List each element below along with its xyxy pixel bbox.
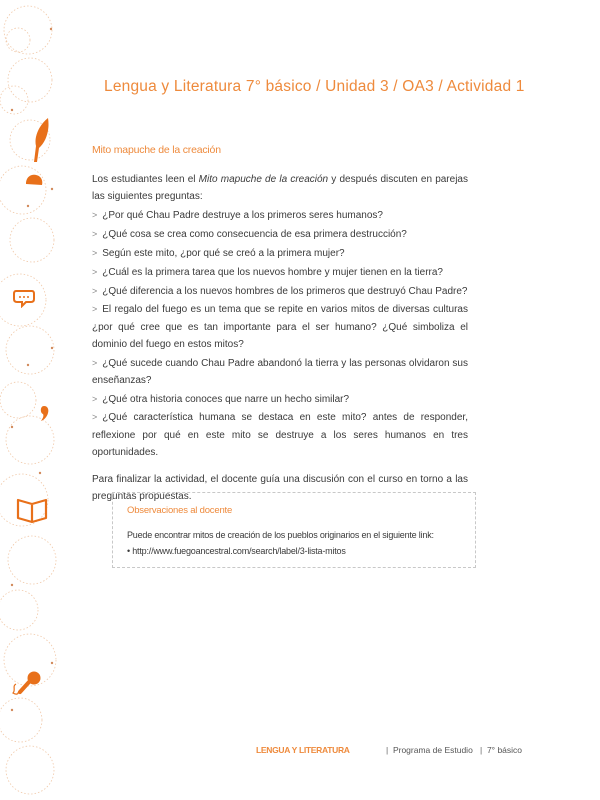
footer-grade (480, 745, 522, 755)
question-item (92, 283, 468, 300)
section-heading: Mito mapuche de la creación (92, 144, 221, 156)
question-text: ¿Qué diferencia a los nuevos hombres de los primeros que destruyó Chau Padre? (102, 285, 468, 297)
chevron-right-icon: > (92, 266, 98, 277)
question-text: El regalo del fuego es un tema que se repite en varios mitos de diversas culturas ¿por qué cree que es tan importante para el ser humano? ¿Qué simboliza el dominio del fuego en estos mitos? (92, 304, 468, 350)
footer-subject: LENGUA Y LITERATURA (256, 745, 350, 755)
footer-separator: | (480, 745, 483, 755)
chevron-right-icon: > (92, 357, 98, 368)
footer-grade-label: 7° básico (486, 745, 523, 755)
chevron-right-icon: > (92, 285, 98, 296)
question-text: ¿Qué cosa se crea como consecuencia de esa primera destrucción? (102, 229, 407, 241)
question-item (92, 409, 468, 461)
ink-blot-icon (24, 172, 44, 188)
chevron-right-icon: > (92, 229, 98, 240)
chevron-right-icon: > (92, 412, 98, 423)
activity-content (92, 171, 468, 505)
intro-paragraph (92, 171, 468, 205)
question-item (92, 301, 468, 353)
microphone-icon (10, 670, 44, 700)
feather-icon (30, 116, 52, 166)
question-item (92, 226, 468, 243)
chevron-right-icon: > (92, 248, 98, 258)
speech-bubble-icon (12, 288, 36, 308)
question-item (92, 391, 468, 408)
chevron-right-icon: > (92, 210, 98, 221)
footer-program (386, 745, 473, 755)
footer-separator: | (386, 745, 389, 755)
chevron-right-icon: > (92, 393, 98, 404)
resource-link[interactable]: • http://www.fuegoancestral.com/search/label/3-lista-mitos (127, 546, 346, 556)
closing-paragraph: Para finalizar la actividad, el docente guía una discusión con el curso en torno a las preguntas propuestas. (92, 474, 468, 503)
question-text: ¿Qué otra historia conoces que narre un hecho similar? (102, 393, 350, 405)
question-text: ¿Por qué Chau Padre destruye a los primeros seres humanos? (102, 210, 383, 222)
question-text: ¿Cuál es la primera tarea que los nuevos hombre y mujer tienen en la tierra? (102, 266, 443, 278)
open-book-icon (14, 496, 50, 524)
intro-text: Los estudiantes leen el (92, 174, 199, 185)
story-title: Mito mapuche de la creación (198, 174, 329, 185)
notes-body (127, 527, 467, 559)
notes-title: Observaciones al docente (127, 505, 233, 516)
intro-text-continued: y después discuten en parejas las siguientes preguntas: (92, 174, 468, 203)
teacher-notes-box (112, 492, 476, 568)
question-item (92, 207, 468, 224)
question-item (92, 245, 468, 262)
question-text: ¿Qué sucede cuando Chau Padre abandonó la tierra y las personas olvidaron sus enseñanzas? (92, 357, 468, 386)
page-title: Lengua y Literatura 7° básico / Unidad 3 / OA3 / Actividad 1 (104, 78, 525, 95)
notes-text: Puede encontrar mitos de creación de los pueblos originarios en el siguiente link: (127, 530, 434, 540)
footer-program-label: Programa de Estudio (392, 745, 473, 755)
question-item (92, 264, 468, 281)
question-text: ¿Qué característica humana se destaca en este mito? antes de responder, reflexione por qué en este mito se destruye a los seres humanos en tres oportunidades. (92, 412, 468, 458)
question-text: Según este mito, ¿por qué se creó a la primera mujer? (102, 248, 345, 259)
chevron-right-icon: > (92, 304, 98, 315)
comma-icon (38, 404, 50, 424)
question-item (92, 355, 468, 389)
